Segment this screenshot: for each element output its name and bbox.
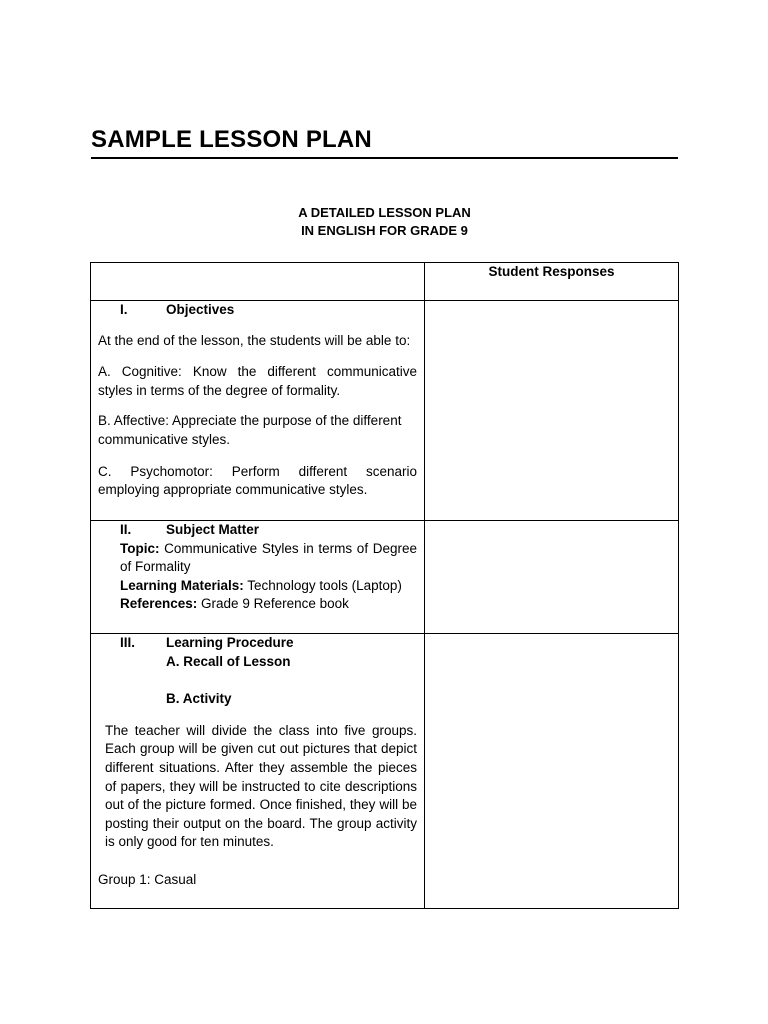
objective-cognitive: A. Cognitive: Know the different communicative styles in terms of the degree of formality. bbox=[98, 364, 417, 398]
page-title: SAMPLE LESSON PLAN bbox=[91, 126, 372, 153]
procedure-number: III. bbox=[120, 635, 136, 650]
procedure-response-cell bbox=[425, 634, 679, 909]
title-underline bbox=[91, 157, 678, 159]
subject-matter-heading: Subject Matter bbox=[166, 522, 260, 537]
recall-heading: A. Recall of Lesson bbox=[166, 653, 291, 669]
table-header-row bbox=[91, 263, 679, 301]
topic-line bbox=[120, 540, 417, 577]
objectives-intro: At the end of the lesson, the students will be able to: bbox=[98, 332, 411, 348]
student-responses-header: Student Responses bbox=[425, 263, 679, 301]
objectives-row bbox=[91, 301, 679, 521]
objectives-heading: Objectives bbox=[166, 302, 235, 317]
group-1-label: Group 1: Casual bbox=[98, 871, 197, 887]
materials-line bbox=[120, 577, 417, 596]
objectives-cell bbox=[91, 301, 425, 521]
activity-heading: B. Activity bbox=[166, 691, 232, 707]
references-line bbox=[120, 595, 417, 614]
procedure-row bbox=[91, 634, 679, 909]
references-value: Grade 9 Reference book bbox=[197, 596, 349, 612]
objective-psychomotor: C. Psychomotor: Perform different scenario employing appropriate communicative styles. bbox=[98, 463, 417, 498]
document-subtitle-line1: A DETAILED LESSON PLAN bbox=[298, 205, 471, 220]
objective-affective: B. Affective: Appreciate the purpose of the different communicative styles. bbox=[98, 413, 402, 447]
materials-label: Learning Materials: bbox=[120, 577, 244, 593]
header-left-cell bbox=[91, 263, 425, 301]
topic-label: Topic: bbox=[120, 540, 160, 556]
subject-matter-cell bbox=[91, 521, 425, 634]
subject-matter-row bbox=[91, 521, 679, 634]
subject-matter-response-cell bbox=[425, 521, 679, 634]
objectives-number: I. bbox=[120, 302, 128, 317]
topic-value: Communicative Styles in terms of Degree of Formality bbox=[120, 540, 417, 575]
lesson-plan-table bbox=[90, 262, 679, 909]
document-subtitle-line2: IN ENGLISH FOR GRADE 9 bbox=[301, 223, 468, 238]
activity-description: The teacher will divide the class into five groups. Each group will be given cut out pictures that depict different situations. After they assemble the pieces of papers, they will be instructed to cite descriptions out of the picture formed. Once finished, they will be posting their output on the board. The group activity is only good for ten minutes. bbox=[105, 722, 417, 850]
subject-matter-number: II. bbox=[120, 522, 132, 537]
objectives-response-cell bbox=[425, 301, 679, 521]
materials-value: Technology tools (Laptop) bbox=[243, 577, 402, 593]
procedure-cell bbox=[91, 634, 425, 909]
references-label: References: bbox=[120, 596, 198, 612]
procedure-heading: Learning Procedure bbox=[166, 635, 294, 650]
